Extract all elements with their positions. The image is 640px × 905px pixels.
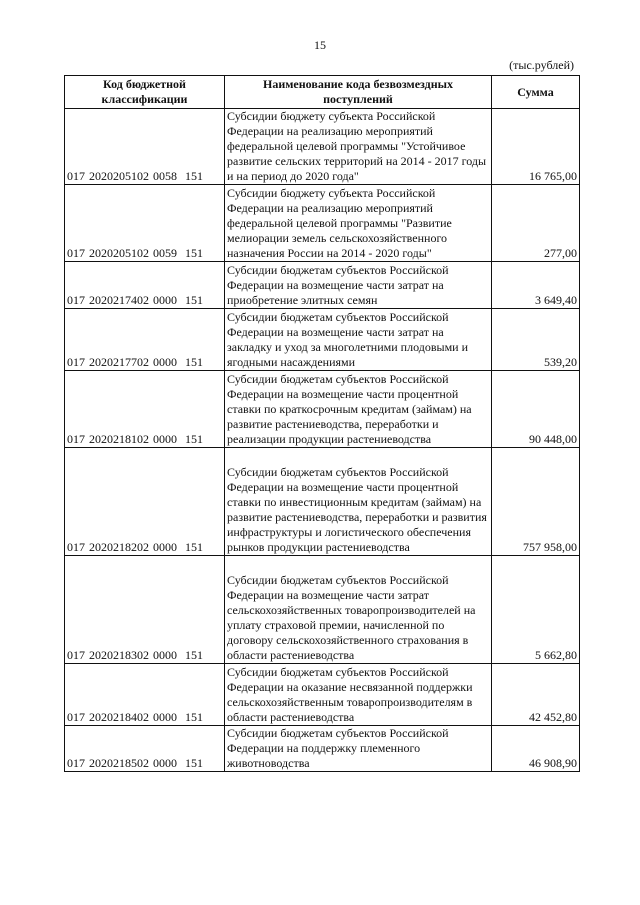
table-body: [65, 109, 580, 772]
table-row: [65, 262, 580, 309]
budget-code: [65, 726, 225, 772]
budget-code: [65, 664, 225, 726]
table-header-row: [65, 76, 580, 109]
budget-code-part: 2020218202: [89, 540, 149, 554]
budget-code-part: 2020218402: [89, 710, 149, 724]
budget-code-part: 017: [67, 169, 85, 183]
amount-value: 277,00: [492, 185, 580, 262]
amount-value: 3 649,40: [492, 262, 580, 309]
budget-code-part: 151: [185, 756, 203, 770]
amount-value: 16 765,00: [492, 109, 580, 185]
table-row: [65, 448, 580, 556]
budget-code-part: 0000: [153, 756, 177, 770]
budget-code-part: 2020218302: [89, 648, 149, 662]
budget-code-part: 2020217402: [89, 293, 149, 307]
budget-code-part: 151: [185, 432, 203, 446]
budget-code-part: 0000: [153, 293, 177, 307]
header-code: Код бюджетной классификации: [65, 76, 225, 109]
budget-code: [65, 262, 225, 309]
budget-code-part: 151: [185, 355, 203, 369]
budget-code-part: 0058: [153, 169, 177, 183]
budget-code-part: 017: [67, 355, 85, 369]
budget-code-part: 0000: [153, 648, 177, 662]
budget-code-part: 151: [185, 648, 203, 662]
budget-code-part: 2020217702: [89, 355, 149, 369]
receipt-name: Субсидии бюджетам субъектов Российской Федерации на возмещение части затрат на приобретение элитных семян: [225, 262, 492, 309]
budget-code-part: 2020218502: [89, 756, 149, 770]
budget-code-part: 151: [185, 246, 203, 260]
budget-table: [64, 75, 580, 772]
table-row: [65, 664, 580, 726]
budget-code-part: 0000: [153, 540, 177, 554]
budget-code-part: 2020218102: [89, 432, 149, 446]
table-row: [65, 309, 580, 371]
budget-code-part: 151: [185, 293, 203, 307]
amount-value: 42 452,80: [492, 664, 580, 726]
budget-code: [65, 309, 225, 371]
receipt-name: Субсидии бюджетам субъектов Российской Федерации на возмещение части затрат на закладку и уход за многолетними плодовыми и ягодными насаждениями: [225, 309, 492, 371]
budget-code-part: 017: [67, 540, 85, 554]
budget-code-part: 017: [67, 246, 85, 260]
receipt-name: Субсидии бюджетам субъектов Российской Федерации на поддержку племенного животноводства: [225, 726, 492, 772]
budget-code-part: 151: [185, 710, 203, 724]
budget-code-part: 017: [67, 432, 85, 446]
receipt-name: Субсидии бюджету субъекта Российской Федерации на реализацию мероприятий федеральной целевой программы "Устойчивое развитие сельских территорий на 2014 - 2017 годы и на период до 2020 года": [225, 109, 492, 185]
budget-code-part: 017: [67, 756, 85, 770]
budget-code: [65, 185, 225, 262]
budget-code-part: 017: [67, 710, 85, 724]
amount-value: 90 448,00: [492, 371, 580, 448]
budget-code-part: 151: [185, 169, 203, 183]
budget-code: [65, 109, 225, 185]
receipt-name: Субсидии бюджетам субъектов Российской Федерации на возмещение части затрат сельскохозяйственных товаропроизводителей на уплату страховой премии, начисленной по договору сельскохозяйственного страхования в области растениеводства: [225, 556, 492, 664]
receipt-name: Субсидии бюджетам субъектов Российской Федерации на оказание несвязанной поддержки сельскохозяйственным товаропроизводителям в области растениеводства: [225, 664, 492, 726]
budget-code: [65, 448, 225, 556]
budget-code: [65, 371, 225, 448]
budget-code-part: 0000: [153, 355, 177, 369]
budget-code-part: 0059: [153, 246, 177, 260]
budget-code: [65, 556, 225, 664]
header-name: Наименование кода безвозмездных поступлений: [225, 76, 492, 109]
page-number: 15: [314, 38, 326, 52]
budget-code-part: 017: [67, 293, 85, 307]
receipt-name: Субсидии бюджетам субъектов Российской Федерации на возмещение части процентной ставки по краткосрочным кредитам (займам) на развитие растениеводства, переработки и реализации продукции растениеводства: [225, 371, 492, 448]
budget-code-part: 0000: [153, 432, 177, 446]
budget-code-part: 0000: [153, 710, 177, 724]
budget-code-part: 2020205102: [89, 246, 149, 260]
units-label: (тыс.рублей): [509, 58, 574, 72]
table-row: [65, 109, 580, 185]
budget-code-part: 2020205102: [89, 169, 149, 183]
table-row: [65, 726, 580, 772]
amount-value: 539,20: [492, 309, 580, 371]
amount-value: 46 908,90: [492, 726, 580, 772]
header-amount: Сумма: [492, 76, 580, 109]
receipt-name: Субсидии бюджетам субъектов Российской Федерации на возмещение части процентной ставки по инвестиционным кредитам (займам) на развитие растениеводства, переработки и развития инфраструктуры и логистического обеспечения рынков продукции растениеводства: [225, 448, 492, 556]
table-row: [65, 185, 580, 262]
amount-value: 757 958,00: [492, 448, 580, 556]
receipt-name: Субсидии бюджету субъекта Российской Федерации на реализацию мероприятий федеральной целевой программы "Развитие мелиорации земель сельскохозяйственного назначения России на 2014 - 2020 годы": [225, 185, 492, 262]
budget-code-part: 151: [185, 540, 203, 554]
table-row: [65, 371, 580, 448]
amount-value: 5 662,80: [492, 556, 580, 664]
budget-code-part: 017: [67, 648, 85, 662]
table-row: [65, 556, 580, 664]
